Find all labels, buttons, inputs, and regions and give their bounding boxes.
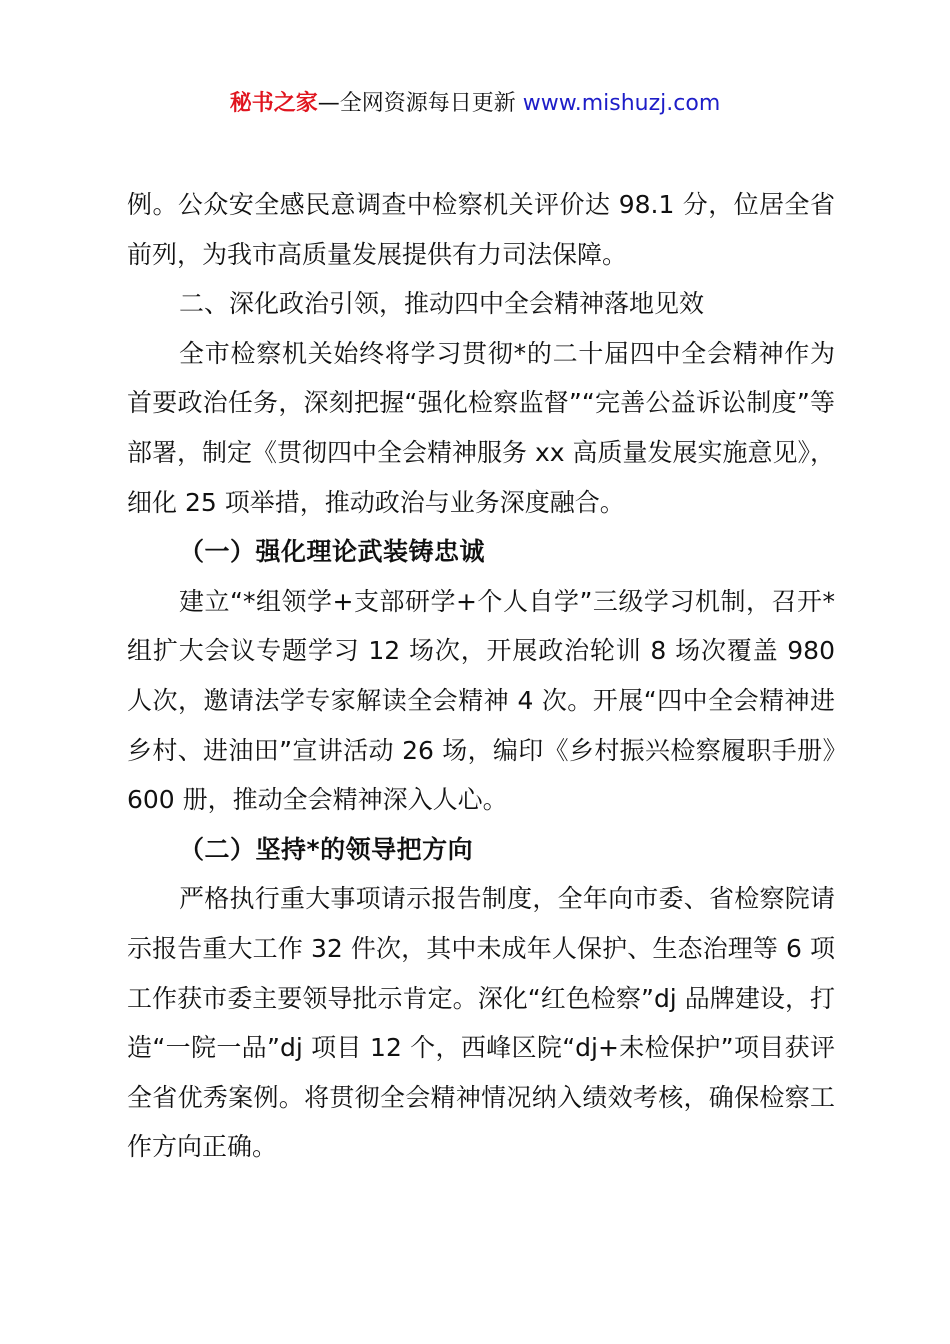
page-header	[0, 86, 950, 122]
subsection-heading: （一）强化理论武装铸忠诚	[179, 537, 486, 567]
paragraph: 建立“*组领学+支部研学+个人自学”三级学习机制，召开*组扩大会议专题学习 12 场次，开展政治轮训 8 场次覆盖 980 人次，邀请法学专家解读全会精神 4 次。开展“四中全会精神进乡村、进油田”宣讲活动 26 场，编印《乡村振兴检察履职手册》600 册，推动全会精神深入人心。	[127, 586, 835, 815]
header-url-link[interactable]: www.mishuzj.com	[522, 91, 721, 116]
document-body	[127, 180, 835, 1172]
section-heading: 二、深化政治引领，推动四中全会精神落地见效	[179, 289, 705, 319]
paragraph: 全市检察机关始终将学习贯彻*的二十届四中全会精神作为首要政治任务，深刻把握“强化检察监督”“完善公益诉讼制度”等部署，制定《贯彻四中全会精神服务 xx 高质量发展实施意见》，细化 25 项举措，推动政治与业务深度融合。	[127, 338, 835, 517]
paragraph: 严格执行重大事项请示报告制度，全年向市委、省检察院请示报告重大工作 32 件次，其中未成年人保护、生态治理等 6 项工作获市委主要领导批示肯定。深化“红色检察”dj 品牌建设，打造“一院一品”dj 项目 12 个，西峰区院“dj+未检保护”项目获评全省优秀案例。将贯彻全会精神情况纳入绩效考核，确保检察工作方向正确。	[127, 884, 835, 1162]
subsection-heading: （二）坚持*的领导把方向	[179, 834, 474, 864]
header-tagline: —全网资源每日更新	[317, 91, 516, 116]
paragraph-continuation: 例。公众安全感民意调查中检察机关评价达 98.1 分，位居全省前列，为我市高质量发展提供有力司法保障。	[127, 190, 835, 269]
brand-name: 秘书之家	[229, 91, 318, 116]
